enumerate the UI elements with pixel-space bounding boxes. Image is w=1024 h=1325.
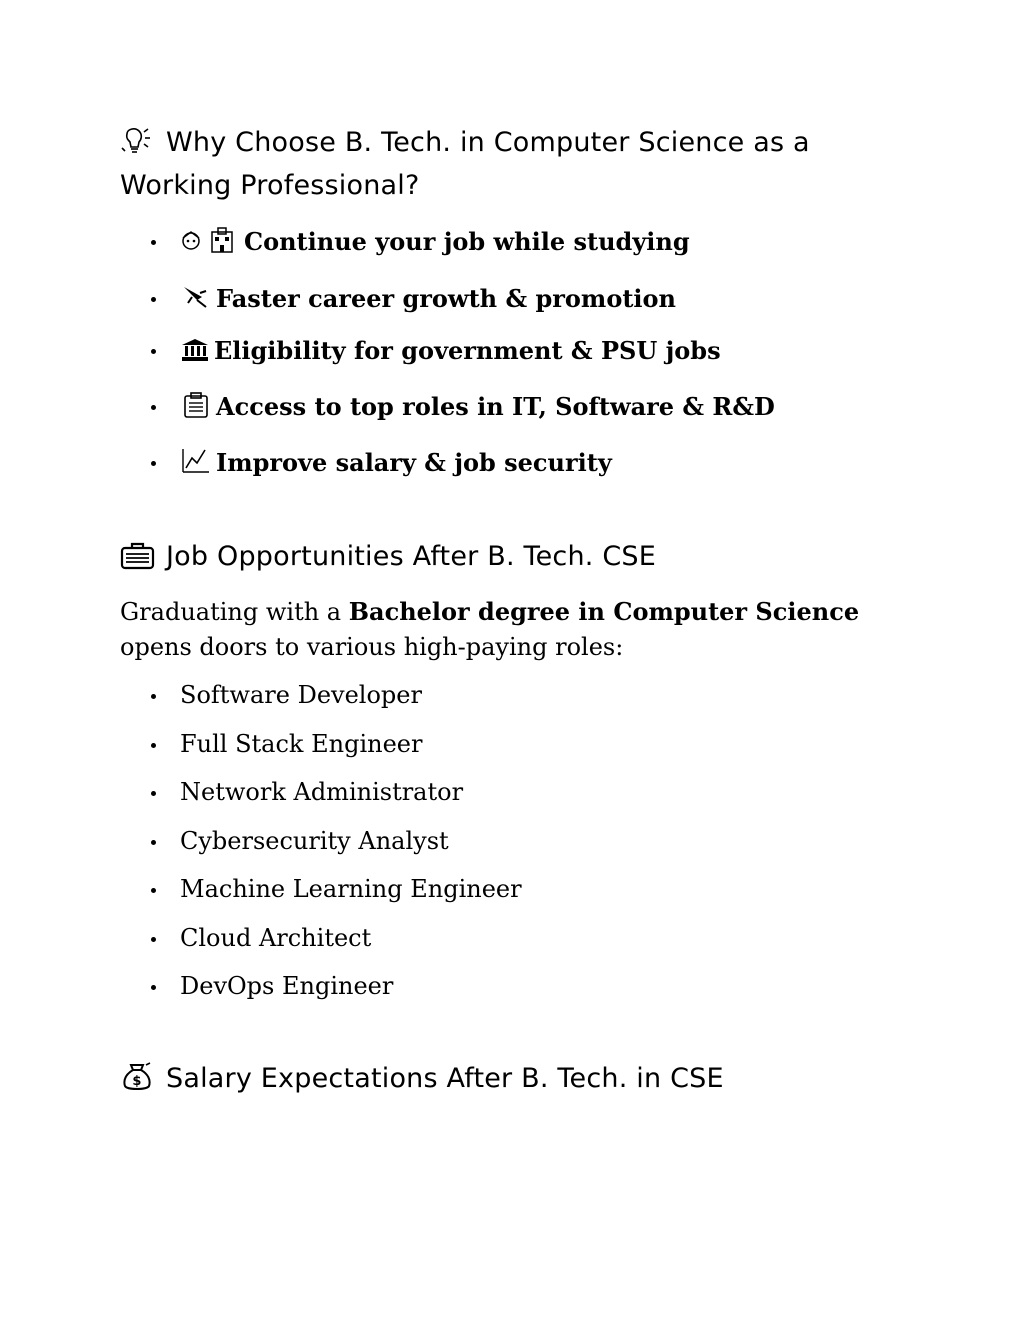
- list-item-text: Improve salary & job security: [216, 448, 612, 477]
- list-item-text: Continue your job while studying: [244, 227, 690, 256]
- list-item-text: Faster career growth & promotion: [216, 284, 676, 313]
- list-item-text: Eligibility for government & PSU jobs: [214, 336, 721, 365]
- rocket-icon: [180, 283, 210, 311]
- money-bag-icon: [120, 1062, 156, 1092]
- government-building-icon: [180, 335, 210, 363]
- job-opportunities-heading: [120, 535, 900, 578]
- student-school-icon: [180, 226, 238, 254]
- svg-text:$: $: [132, 1074, 142, 1089]
- briefcase-icon: [120, 540, 156, 570]
- role-text: Software Developer: [180, 681, 422, 709]
- lightbulb-icon: [120, 126, 156, 156]
- role-text: DevOps Engineer: [180, 972, 394, 1000]
- job-opportunities-title: Job Opportunities After B. Tech. CSE: [166, 541, 657, 572]
- why-choose-title-line2: Working Professional?: [120, 170, 420, 201]
- salary-expectations-title: Salary Expectations After B. Tech. in CSE: [166, 1063, 724, 1094]
- intro-bold: Bachelor degree in Computer Science: [348, 597, 860, 626]
- role-text: Full Stack Engineer: [180, 730, 423, 758]
- role-text: Cloud Architect: [180, 924, 372, 952]
- clipboard-icon: [180, 391, 210, 419]
- role-text: Machine Learning Engineer: [180, 875, 522, 903]
- role-text: Network Administrator: [180, 778, 464, 806]
- why-choose-title-line1: Why Choose B. Tech. in Computer Science as a: [166, 127, 810, 158]
- intro-prefix: Graduating with a: [120, 598, 349, 626]
- chart-increasing-icon: [180, 447, 210, 475]
- role-text: Cybersecurity Analyst: [180, 827, 449, 855]
- why-choose-heading: [120, 121, 900, 207]
- salary-expectations-heading: [120, 1057, 900, 1100]
- list-item-text: Access to top roles in IT, Software & R&D: [216, 392, 775, 421]
- job-opportunities-intro: [120, 594, 880, 665]
- intro-suffix: opens doors to various high-paying roles:: [120, 633, 624, 661]
